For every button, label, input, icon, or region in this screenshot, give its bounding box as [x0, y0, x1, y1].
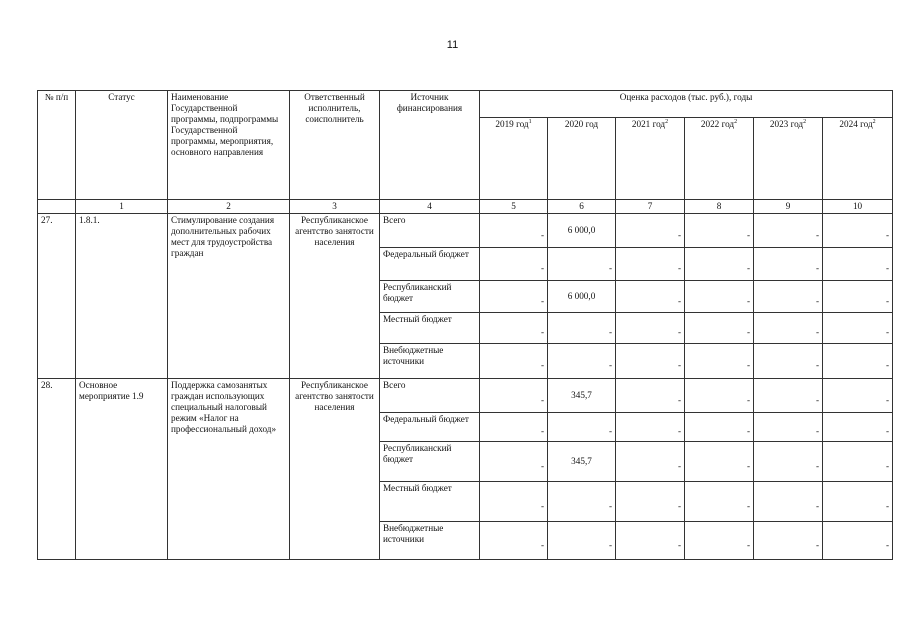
cost-cell: -	[685, 413, 754, 442]
cost-cell: -	[823, 522, 893, 560]
cost-cell: -	[685, 482, 754, 522]
header-year-3	[616, 118, 685, 200]
header-year-6	[823, 118, 893, 200]
column-number-2: 2	[168, 200, 290, 214]
header-responsible: Ответственный исполнитель, соисполнитель	[290, 91, 380, 200]
cost-cell: -	[480, 413, 548, 442]
column-number-4: 4	[380, 200, 480, 214]
cost-cell: -	[685, 248, 754, 281]
cost-cell: -	[685, 522, 754, 560]
year-label: 2020 год	[564, 119, 599, 129]
cost-cell: -	[616, 482, 685, 522]
year-footnote-mark: 2	[872, 118, 876, 125]
cost-cell: -	[823, 248, 893, 281]
header-year-4	[685, 118, 754, 200]
cost-cell: -	[823, 482, 893, 522]
cost-cell: 345,7	[548, 442, 616, 482]
row-number: 27.	[38, 214, 76, 379]
cost-cell: -	[754, 344, 823, 379]
cost-cell: -	[754, 379, 823, 413]
header-num: № п/п	[38, 91, 76, 200]
table-row	[38, 379, 893, 413]
funding-source: Местный бюджет	[380, 313, 480, 344]
column-number-empty	[38, 200, 76, 214]
year-label: 2023 год	[769, 119, 804, 129]
header-name: Наименование Государственной программы, подпрограммы Государственной программы, мероприятия, основного направления	[168, 91, 290, 200]
cost-cell: -	[548, 482, 616, 522]
page-number: 11	[446, 39, 459, 51]
cost-cell: -	[754, 214, 823, 248]
cost-cell: -	[685, 344, 754, 379]
cost-cell: -	[754, 413, 823, 442]
year-footnote-mark: 2	[734, 118, 738, 125]
row-status: Основное мероприятие 1.9	[76, 379, 168, 560]
cost-cell: -	[754, 442, 823, 482]
cost-cell: -	[823, 442, 893, 482]
cost-cell: -	[548, 522, 616, 560]
cost-cell: -	[616, 214, 685, 248]
table-row	[38, 214, 893, 248]
funding-source: Всего	[380, 214, 480, 248]
cost-cell: -	[685, 442, 754, 482]
cost-cell: -	[616, 379, 685, 413]
column-number-7: 7	[616, 200, 685, 214]
cost-cell: -	[480, 313, 548, 344]
row-status: 1.8.1.	[76, 214, 168, 379]
cost-cell: -	[754, 281, 823, 313]
cost-cell: 6 000,0	[548, 214, 616, 248]
cost-cell: -	[480, 214, 548, 248]
header-year-2	[548, 118, 616, 200]
funding-source: Внебюджетные источники	[380, 522, 480, 560]
cost-cell: -	[616, 413, 685, 442]
header-status: Статус	[76, 91, 168, 200]
cost-cell: -	[548, 344, 616, 379]
funding-source: Федеральный бюджет	[380, 248, 480, 281]
row-name: Стимулирование создания дополнительных рабочих мест для трудоустройства граждан	[168, 214, 290, 379]
cost-cell: -	[823, 214, 893, 248]
row-responsible: Республиканское агентство занятости населения	[290, 379, 380, 560]
column-number-6: 6	[548, 200, 616, 214]
cost-cell: 6 000,0	[548, 281, 616, 313]
cost-cell: -	[823, 281, 893, 313]
year-footnote-mark: 2	[803, 118, 807, 125]
column-number-10: 10	[823, 200, 893, 214]
cost-cell: -	[616, 344, 685, 379]
cost-cell: -	[685, 281, 754, 313]
cost-cell: -	[480, 344, 548, 379]
funding-source: Федеральный бюджет	[380, 413, 480, 442]
column-number-1: 1	[76, 200, 168, 214]
year-label: 2019 год	[495, 119, 529, 129]
funding-source: Республиканский бюджет	[380, 442, 480, 482]
column-number-8: 8	[685, 200, 754, 214]
cost-cell: -	[480, 281, 548, 313]
cost-cell: -	[616, 248, 685, 281]
row-name: Поддержка самозанятых граждан использующих специальный налоговый режим «Налог на профессиональный доход»	[168, 379, 290, 560]
cost-cell: -	[480, 442, 548, 482]
cost-cell: -	[685, 313, 754, 344]
funding-source: Местный бюджет	[380, 482, 480, 522]
cost-cell: -	[754, 248, 823, 281]
header-year-1	[480, 118, 548, 200]
column-numbers-row	[38, 200, 893, 214]
cost-cell: -	[685, 214, 754, 248]
cost-cell: -	[616, 522, 685, 560]
funding-source: Внебюджетные источники	[380, 344, 480, 379]
row-responsible: Республиканское агентство занятости населения	[290, 214, 380, 379]
funding-source: Республиканский бюджет	[380, 281, 480, 313]
cost-cell: -	[616, 281, 685, 313]
header-costs: Оценка расходов (тыс. руб.), годы	[480, 91, 893, 118]
year-label: 2022 год	[700, 119, 735, 129]
cost-cell: -	[754, 522, 823, 560]
header-source: Источник финансирования	[380, 91, 480, 200]
header-row	[38, 91, 893, 118]
cost-cell: -	[480, 379, 548, 413]
cost-cell: -	[754, 313, 823, 344]
cost-cell: -	[754, 482, 823, 522]
year-label: 2021 год	[631, 119, 666, 129]
cost-cell: 345,7	[548, 379, 616, 413]
cost-cell: -	[480, 482, 548, 522]
cost-cell: -	[823, 379, 893, 413]
header-year-5	[754, 118, 823, 200]
cost-cell: -	[823, 413, 893, 442]
year-footnote-mark: 2	[665, 118, 669, 125]
cost-cell: -	[823, 344, 893, 379]
cost-cell: -	[548, 413, 616, 442]
column-number-9: 9	[754, 200, 823, 214]
cost-cell: -	[616, 442, 685, 482]
cost-cell: -	[685, 379, 754, 413]
column-number-5: 5	[480, 200, 548, 214]
cost-cell: -	[480, 522, 548, 560]
cost-cell: -	[548, 248, 616, 281]
cost-cell: -	[616, 313, 685, 344]
cost-cell: -	[480, 248, 548, 281]
cost-cell: -	[823, 313, 893, 344]
year-footnote-mark: 1	[528, 118, 532, 125]
cost-cell: -	[548, 313, 616, 344]
column-number-3: 3	[290, 200, 380, 214]
year-label: 2024 год	[839, 119, 873, 129]
row-number: 28.	[38, 379, 76, 560]
funding-source: Всего	[380, 379, 480, 413]
budget-table	[37, 90, 893, 560]
